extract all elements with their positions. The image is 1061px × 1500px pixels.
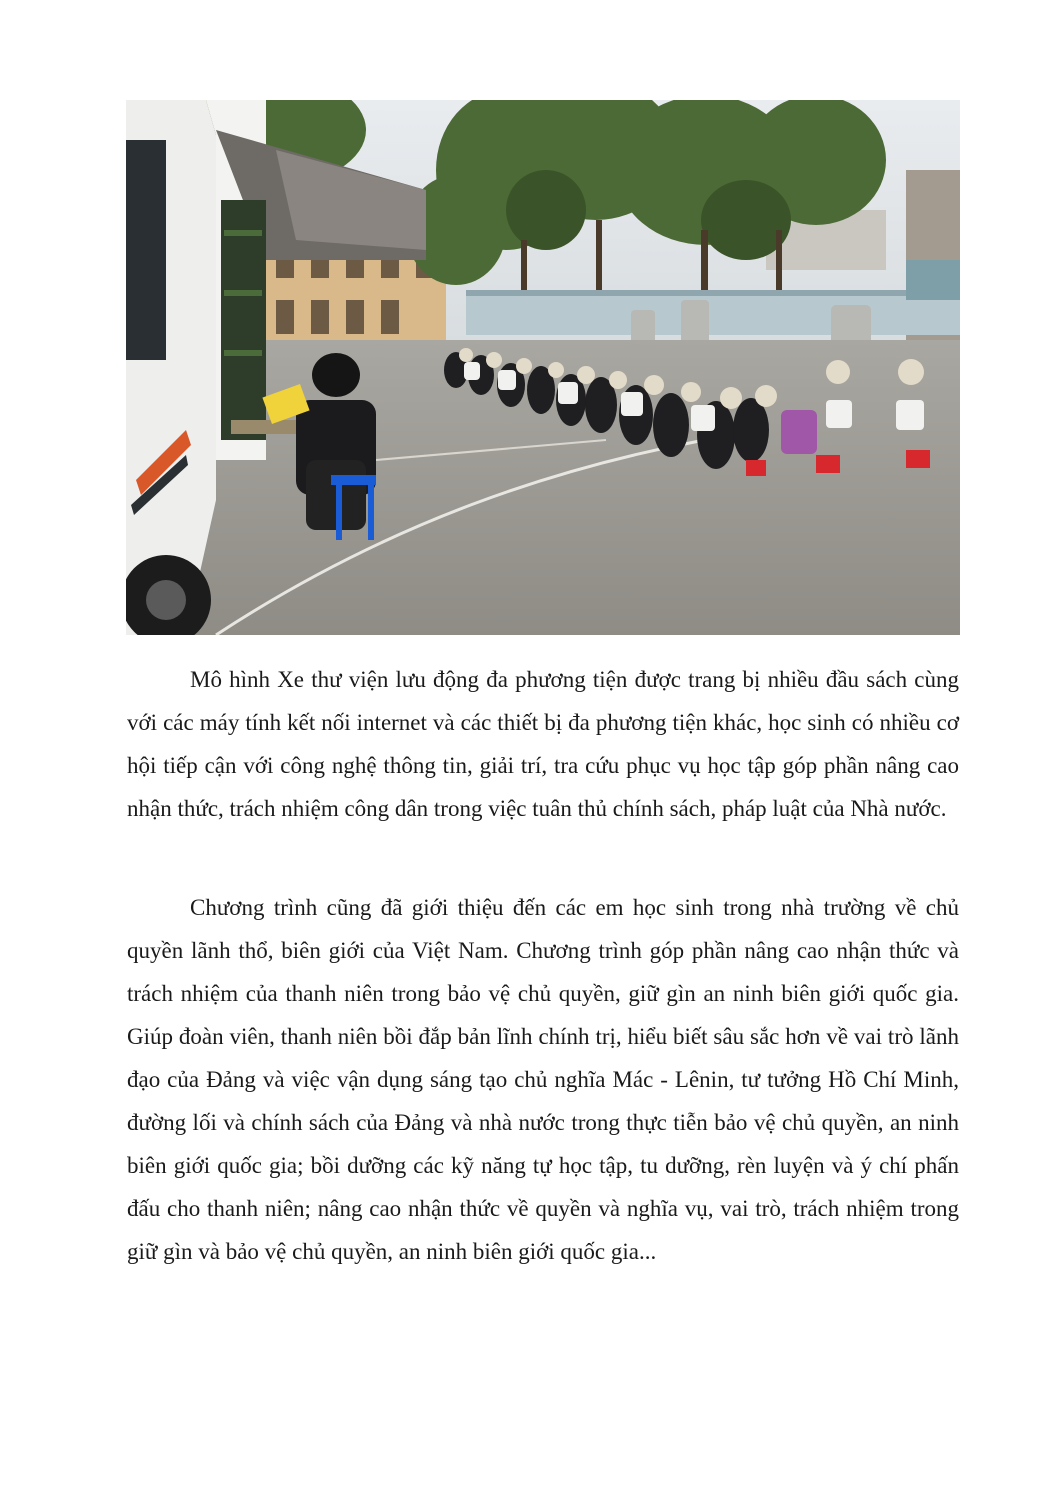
- paragraph-1: Mô hình Xe thư viện lưu động đa phương tiện được trang bị nhiều đầu sách cùng với các máy tính kết nối internet và các thiết bị đa phương tiện khác, học sinh có nhiều cơ hội tiếp cận với công nghệ thông tin, giải trí, tra cứu phục vụ học tập góp phần nâng cao nhận thức, trách nhiệm công dân trong việc tuân thủ chính sách, pháp luật của Nhà nước.: [127, 667, 959, 821]
- paragraph-2: Chương trình cũng đã giới thiệu đến các em học sinh trong nhà trường về chủ quyền lãnh thổ, biên giới của Việt Nam. Chương trình góp phần nâng cao nhận thức và trách nhiệm của thanh niên trong bảo vệ chủ quyền, giữ gìn an ninh biên giới quốc gia. Giúp đoàn viên, thanh niên bồi đắp bản lĩnh chính trị, hiểu biết sâu sắc hơn về vai trò lãnh đạo của Đảng và việc vận dụng sáng tạo chủ nghĩa Mác - Lênin, tư tưởng Hồ Chí Minh, đường lối và chính sách của Đảng và nhà nước trong thực tiễn bảo vệ chủ quyền, an ninh biên giới quốc gia; bồi dưỡng các kỹ năng tự học tập, tu dưỡng, rèn luyện và ý chí phấn đấu cho thanh niên; nâng cao nhận thức về quyền và nghĩa vụ, vai trò, trách nhiệm trong giữ gìn và bảo vệ chủ quyền, an ninh biên giới quốc gia...: [127, 895, 959, 1264]
- photo-mobile-library: [126, 100, 960, 635]
- photo-illustration: [126, 100, 960, 635]
